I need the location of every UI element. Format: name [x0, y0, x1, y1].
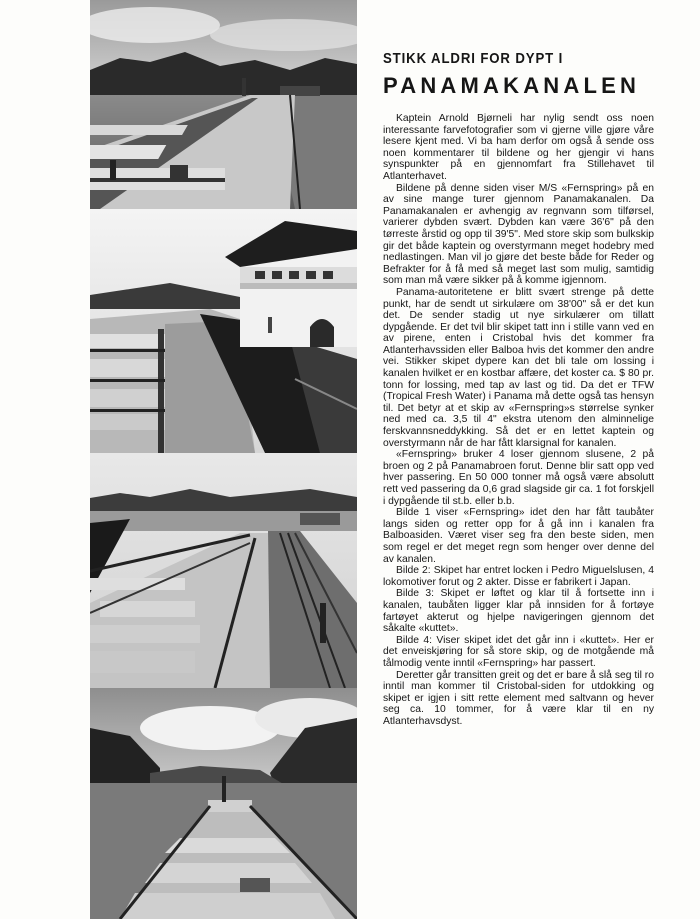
- photo-1-ship-entering-canal: [90, 0, 357, 209]
- body-paragraph: Kaptein Arnold Bjørneli har nylig sendt oss noen interessante farvefotografier som vi gjerne ville gjøre våre lesere kjent med. Vi ba ham derfor om også å sende oss noen kommentarer til bildene og her gjengir vi hans synspunkter på en gjennomfart fra Stillehavet til Atlanterhavet.: [383, 113, 654, 182]
- body-paragraph: Bilde 2: Skipet har entret locken i Pedro Miguelslusen, 4 lokomotiver forut og 2 akter. Disse er fabrikert i Japan.: [383, 565, 654, 588]
- body-paragraph: Bilde 4: Viser skipet idet det går inn i «kuttet». Her er det enveiskjøring for så store skip, og de motgående må tålmodig vente inntil «Fernspring» har passert.: [383, 634, 654, 669]
- photo-4-ship-entering-cut: [90, 688, 357, 919]
- photo-2-lock-control-tower: [90, 209, 357, 453]
- photo-3-ship-in-lock: [90, 453, 357, 688]
- body-paragraph: Bildene på denne siden viser M/S «Fernspring» på en av sine mange turer gjennom Panamakanalen. Da Panamakanalen er avhengig av regnvann som tilførsel, varierer dybden svært. Dybden kan være 36'6" på den tørreste årstid og opp til 39'5". Med store skip som bulkskip gir det både kaptein og overstyrmann meget hodebry med nedlastingen. Man vil jo gjøre det beste både for Reder og Befrakter for å få med så meget last som mulig, samtidig som man må være sikker på å komme igjennom.: [383, 182, 654, 287]
- body-paragraph: Bilde 1 viser «Fernspring» idet den har fått taubåter langs siden og retter opp for å gå inn i kanalen fra Balboasiden. Været viser seg fra den beste siden, men som regel er det meget regn som henger over denne del av kanalen.: [383, 507, 654, 565]
- body-paragraph: «Fernspring» bruker 4 loser gjennom slusene, 2 på broen og 2 på Panamabroen forut. Denne blir satt opp ved hver passering. En 50 000 tonner må også være absolutt rett ved passering da 0,6 grad slagside gir ca. 1 fot forskjell i dypgående til st.b. eller b.b.: [383, 449, 654, 507]
- body-paragraph: Bilde 3: Skipet er løftet og klar til å fortsette inn i kanalen, taubåten ligger klar på innsiden for å fortøye fartøyet akterut og hjelpe navigeringen gjennom det såkalte «kuttet».: [383, 588, 654, 635]
- body-paragraph: Deretter går transitten greit og det er bare å slå seg til ro inntil man kommer til Cristobal-siden for utdokking og skipet er igjen i sitt rette element med saltvann og hever seg ca. 10 tommer, for å være klar til en ny Atlanterhavsdyst.: [383, 669, 654, 727]
- article-kicker: STIKK ALDRI FOR DYPT I: [383, 50, 564, 67]
- article-headline: PANAMAKANALEN: [383, 73, 641, 98]
- body-paragraph: Panama-autoritetene er blitt svært strenge på dette punkt, har de sendt ut sirkulære om 38'00" så er det kun det. De sender stadig ut nye sirkulærer om tillatt dypgående. Er det tvil blir skipet tatt inn i stille vann ved en av pirene, enten i Cristobal hvis det kommer fra Atlanterhavssiden eller Balboa hvis det kommer den andre vei. Stikker skipet dypere kan det bli tale om lossing i kanalen hvilket er en kostbar affære, det koster ca. $ 80 pr. tonn for lossing, med tap av last og tid. Da det er TFW (Tropical Fresh Water) i Panama må dette også tas hensyn til. Det betyr at et skip av «Fernspring»s størrelse synker ned med ca. 3,5 til 4" ekstra utenom den alminnelige ferskvannsneddykking. Så det er en lettet kaptein og overstyrmann når de har fått klarsignal for kanalen.: [383, 286, 654, 449]
- article-body: [383, 113, 654, 727]
